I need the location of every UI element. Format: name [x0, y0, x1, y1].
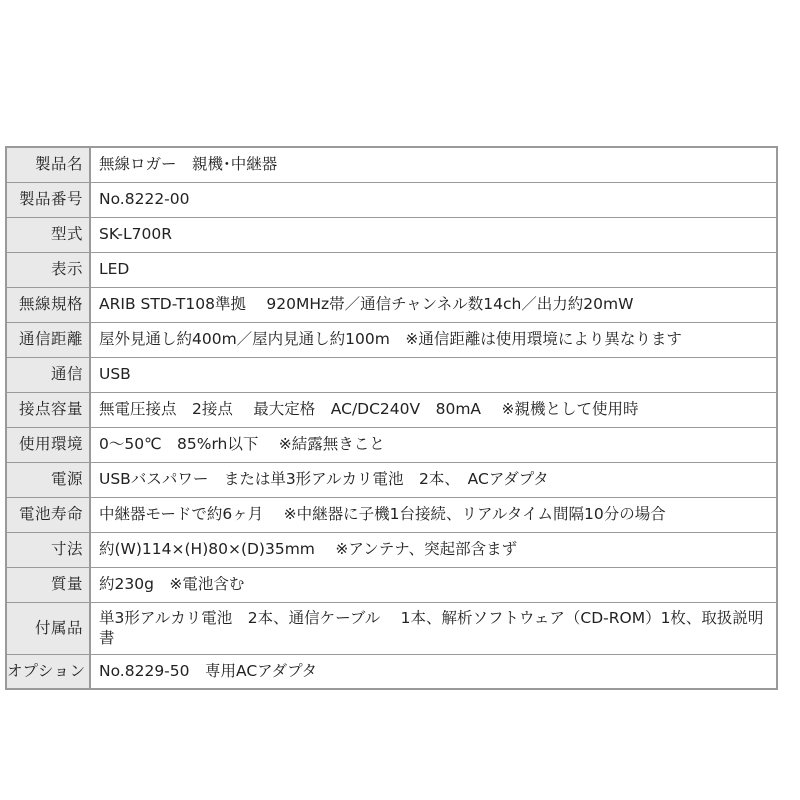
spec-label: 接点容量 — [6, 392, 90, 427]
spec-label: 無線規格 — [6, 287, 90, 322]
spec-row-wireless-standard — [6, 287, 777, 322]
spec-row-product-name — [6, 147, 777, 182]
spec-label: 製品名 — [6, 147, 90, 182]
spec-label: 質量 — [6, 567, 90, 602]
spec-row-operating-environment — [6, 427, 777, 462]
spec-row-weight — [6, 567, 777, 602]
spec-row-communication-range — [6, 322, 777, 357]
spec-value: SK-L700R — [90, 217, 777, 252]
spec-value: No.8222-00 — [90, 182, 777, 217]
spec-value: ARIB STD-T108準拠 920MHz帯／通信チャンネル数14ch／出力約20mW — [90, 287, 777, 322]
spec-row-product-number — [6, 182, 777, 217]
spec-label: 型式 — [6, 217, 90, 252]
spec-row-power — [6, 462, 777, 497]
spec-value: 無電圧接点 2接点 最大定格 AC/DC240V 80mA ※親機として使用時 — [90, 392, 777, 427]
spec-value: 約230g ※電池含む — [90, 567, 777, 602]
spec-value: LED — [90, 252, 777, 287]
spec-row-contact-capacity — [6, 392, 777, 427]
spec-row-communication — [6, 357, 777, 392]
spec-label: 製品番号 — [6, 182, 90, 217]
spec-table-body — [6, 147, 777, 689]
spec-value: 単3形アルカリ電池 2本、通信ケーブル 1本、解析ソフトウェア（CD-ROM）1枚、取扱説明書 — [90, 602, 777, 654]
spec-value: USB — [90, 357, 777, 392]
spec-row-option — [6, 654, 777, 689]
spec-row-display — [6, 252, 777, 287]
spec-value: 0～50℃ 85%rh以下 ※結露無きこと — [90, 427, 777, 462]
spec-value: 無線ロガー 親機･中継器 — [90, 147, 777, 182]
spec-label: 付属品 — [6, 602, 90, 654]
spec-label: オプション — [6, 654, 90, 689]
spec-table — [5, 146, 778, 690]
spec-row-model — [6, 217, 777, 252]
spec-label: 通信 — [6, 357, 90, 392]
spec-label: 使用環境 — [6, 427, 90, 462]
spec-label: 電池寿命 — [6, 497, 90, 532]
spec-label: 通信距離 — [6, 322, 90, 357]
spec-label: 電源 — [6, 462, 90, 497]
spec-value: 約(W)114×(H)80×(D)35mm ※アンテナ、突起部含まず — [90, 532, 777, 567]
spec-row-battery-life — [6, 497, 777, 532]
spec-value: 屋外見通し約400m／屋内見通し約100m ※通信距離は使用環境により異なります — [90, 322, 777, 357]
spec-label: 寸法 — [6, 532, 90, 567]
spec-row-accessories — [6, 602, 777, 654]
spec-value: No.8229-50 専用ACアダプタ — [90, 654, 777, 689]
spec-label: 表示 — [6, 252, 90, 287]
spec-value: 中継器モードで約6ヶ月 ※中継器に子機1台接続、リアルタイム間隔10分の場合 — [90, 497, 777, 532]
spec-value: USBバスパワー または単3形アルカリ電池 2本、 ACアダプタ — [90, 462, 777, 497]
spec-row-dimensions — [6, 532, 777, 567]
